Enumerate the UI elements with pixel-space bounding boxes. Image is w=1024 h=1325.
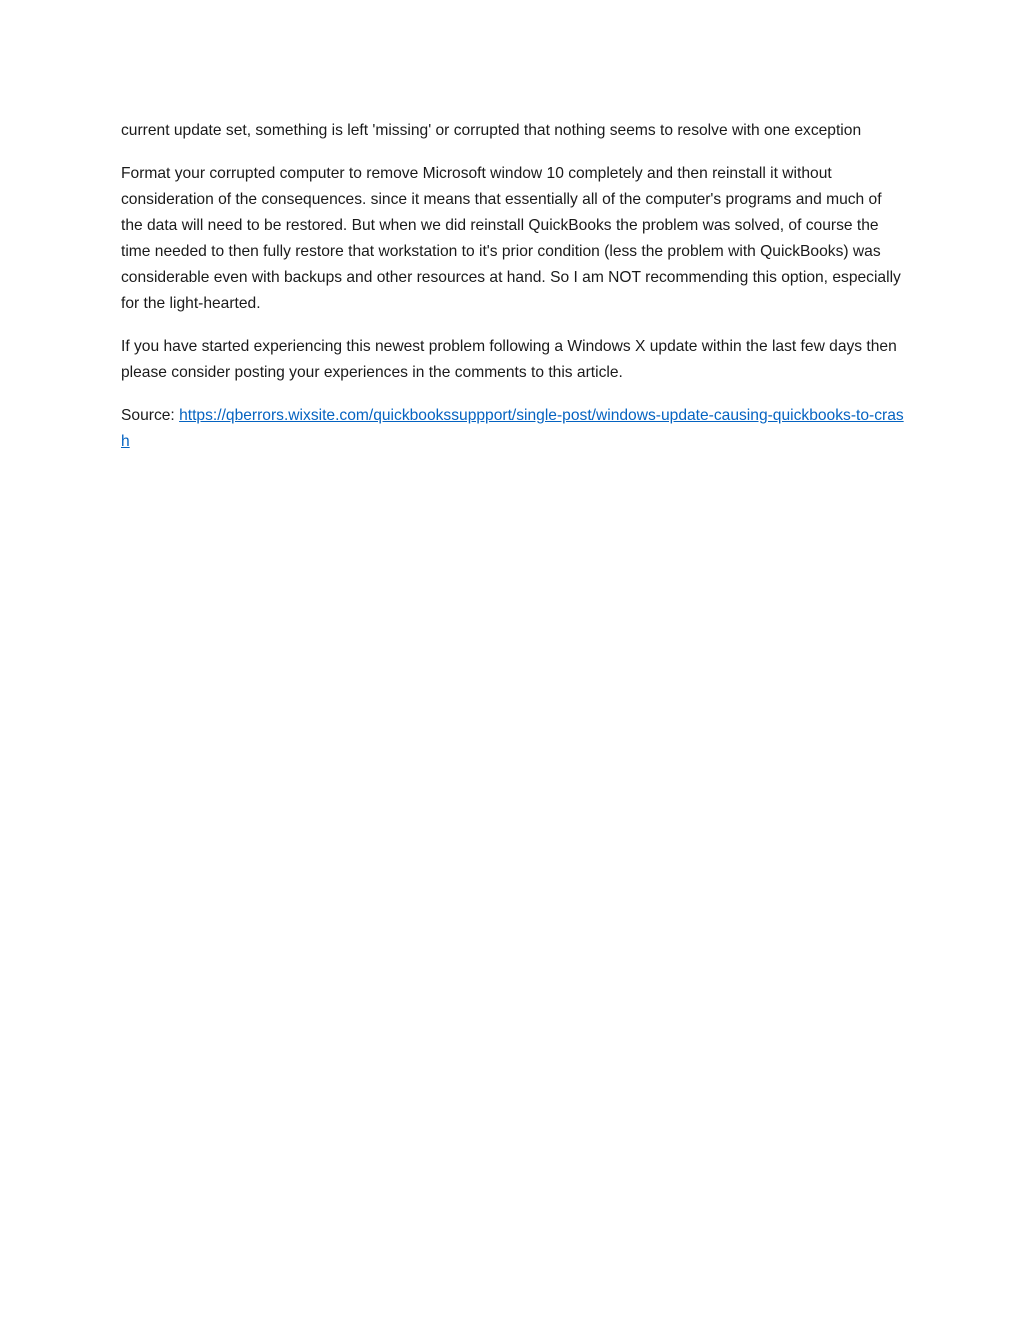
paragraph-exception: current update set, something is left 'missing' or corrupted that nothing seems to resolve with one exception xyxy=(121,122,862,139)
source-label: Source: xyxy=(121,407,175,424)
paragraph-windows-update: If you have started experiencing this newest problem following a Windows X update within the last few days then please consider posting your experiences in the comments to this article. xyxy=(121,338,897,381)
paragraph-format-computer: Format your corrupted computer to remove Microsoft window 10 completely and then reinstall it without consideration of the consequences. since it means that essentially all of the computer's programs and much of the data will need to be restored. But when we did reinstall QuickBooks the problem was solved, of course the time needed to then fully restore that workstation to it's prior condition (less the problem with QuickBooks) was considerable even with backups and other resources at hand. So I am NOT recommending this option, especially for the light-hearted. xyxy=(121,165,901,312)
document-body xyxy=(121,118,904,472)
source-link[interactable]: https://qberrors.wixsite.com/quickbookssuppport/single-post/windows-update-causing-quickbooks-to-crash xyxy=(121,407,904,450)
source-line xyxy=(121,403,904,455)
